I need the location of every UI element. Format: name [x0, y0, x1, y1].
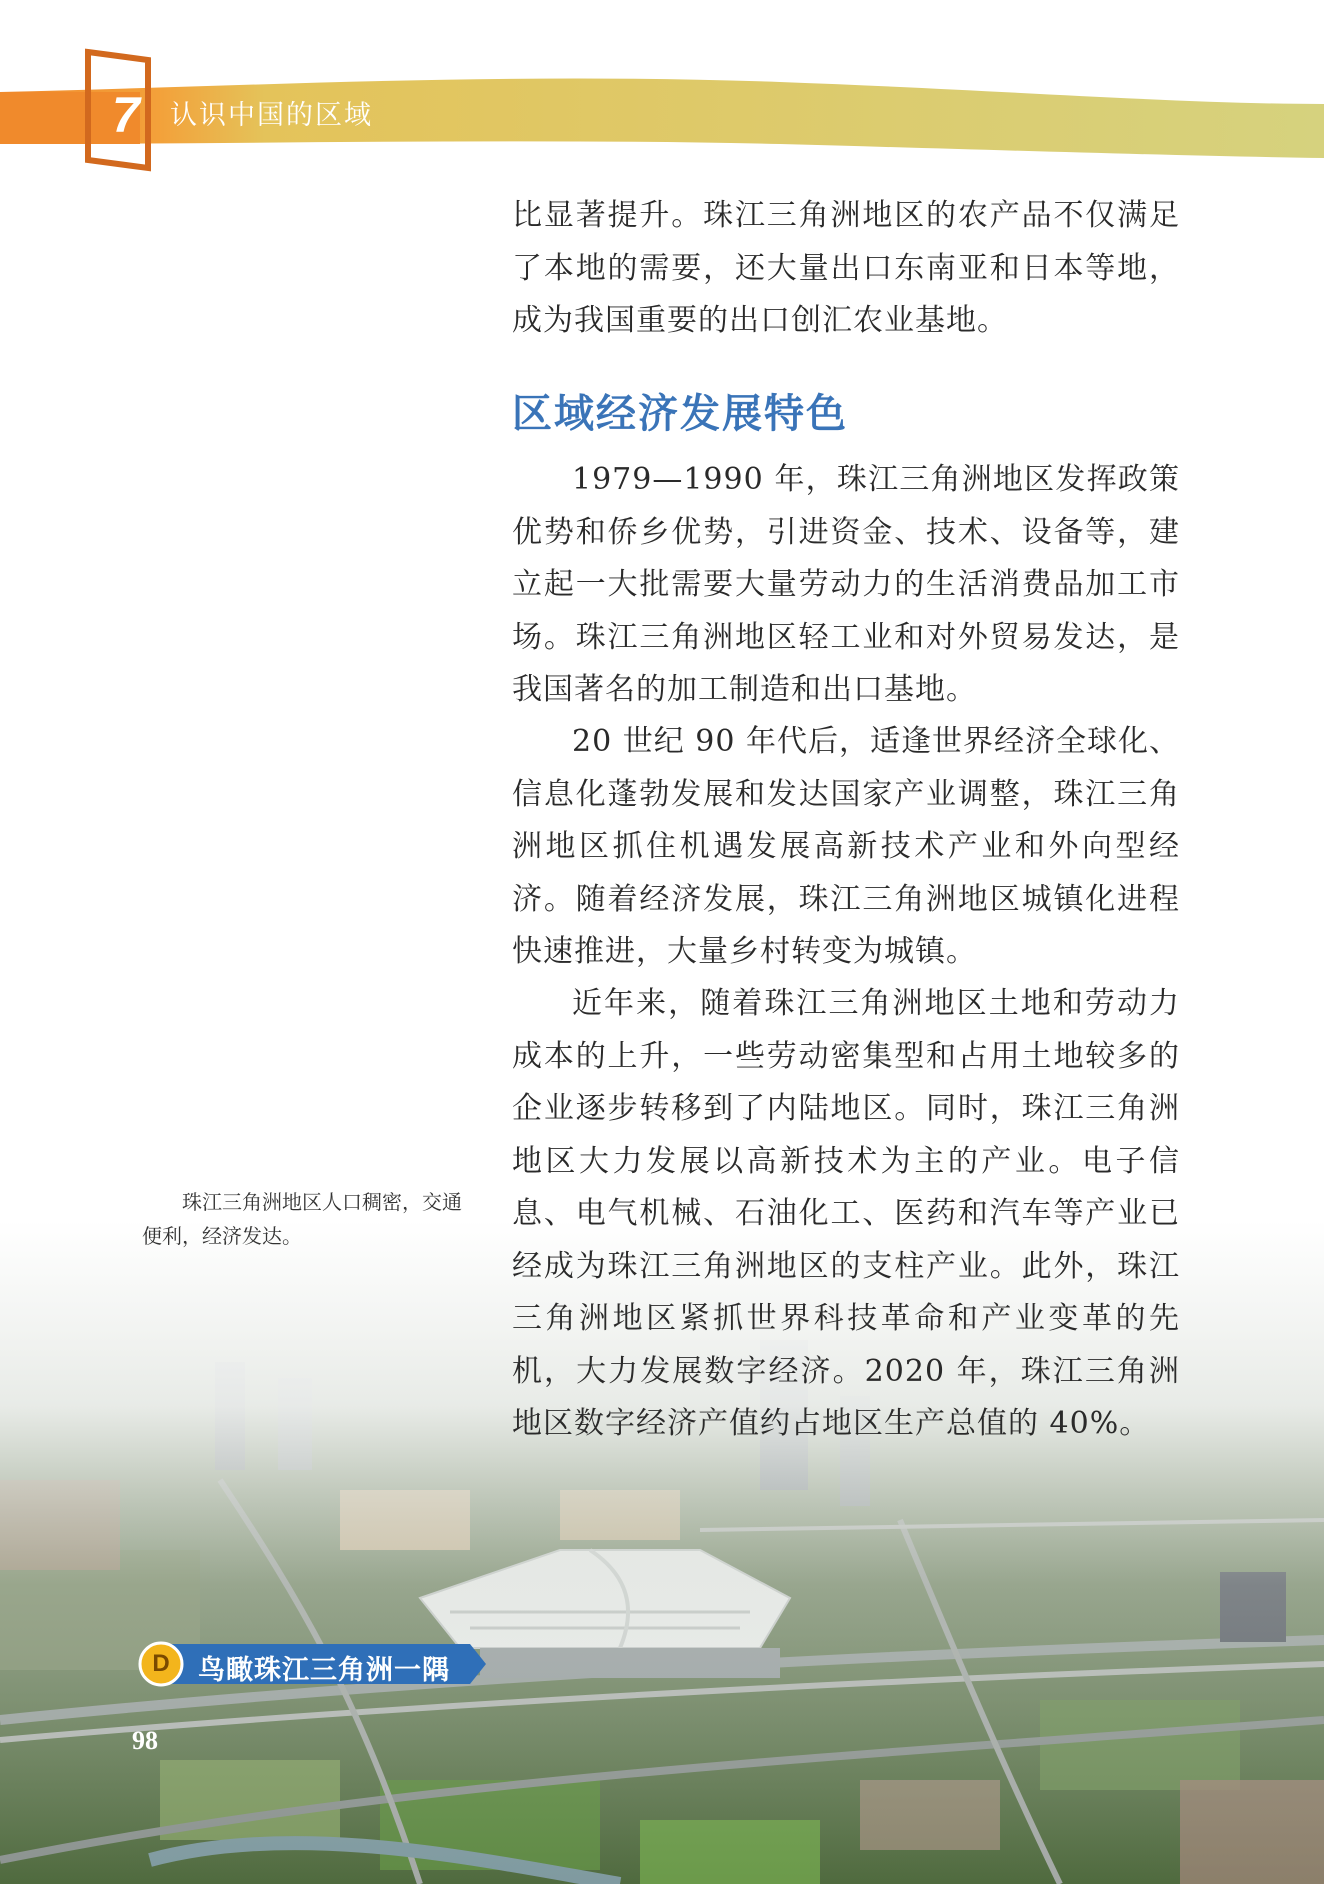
paragraph-1: 1979—1990 年，珠江三角洲地区发挥政策优势和侨乡优势，引进资金、技术、设备等，建立起一大批需要大量劳动力的生活消费品加工市场。珠江三角洲地区轻工业和对外贸易发达，是我国著名的加工制造和出口基地。	[512, 462, 1180, 707]
label-letter: D	[152, 1650, 170, 1677]
chapter-banner	[0, 0, 1324, 190]
photo-caption: 珠江三角洲地区人口稠密，交通便利，经济发达。	[142, 1190, 462, 1248]
paragraph-3: 近年来，随着珠江三角洲地区土地和劳动力成本的上升，一些劳动密集型和占用土地较多的企业逐步转移到了内陆地区。同时，珠江三角洲地区大力发展以高新技术为主的产业。电子信息、电气机械、石油化工、医药和汽车等产业已经成为珠江三角洲地区的支柱产业。此外，珠江三角洲地区紧抓世界科技革命和产业变革的先机，大力发展数字经济。2020 年，珠江三角洲地区数字经济产值约占地区生产总值的 40%。	[512, 986, 1180, 1441]
page-number: 98	[132, 1726, 158, 1755]
chapter-title: 认识中国的区域	[170, 100, 373, 131]
intro-paragraph: 比显著提升。珠江三角洲地区的农产品不仅满足了本地的需要，还大量出口东南亚和日本等地，成为我国重要的出口创汇农业基地。	[512, 198, 1180, 338]
paragraph-2: 20 世纪 90 年代后，适逢世界经济全球化、信息化蓬勃发展和发达国家产业调整，珠江三角洲地区抓住机遇发展高新技术产业和外向型经济。随着经济发展，珠江三角洲地区城镇化进程快速推进，大量乡村转变为城镇。	[512, 724, 1180, 969]
label-text: 鸟瞰珠江三角洲一隅	[198, 1655, 450, 1686]
photo-label	[136, 1640, 488, 1688]
section-heading: 区域经济发展特色	[512, 391, 848, 437]
chapter-number: 7	[112, 87, 140, 143]
